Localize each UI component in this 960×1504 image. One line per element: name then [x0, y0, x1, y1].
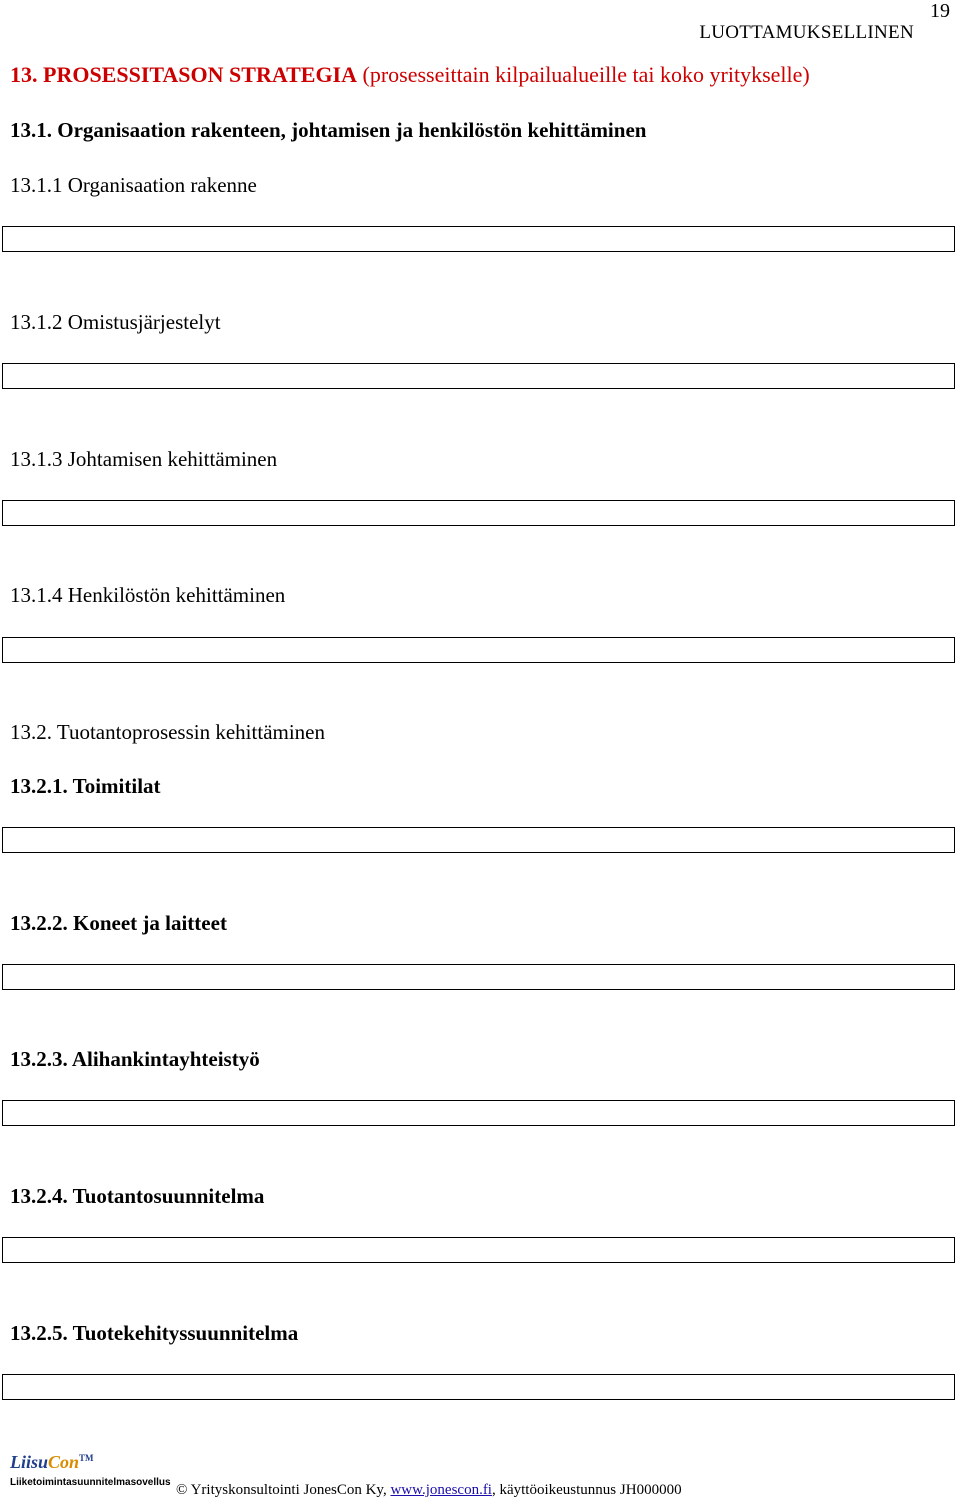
website-link[interactable]: www.jonescon.fi: [390, 1482, 492, 1498]
heading-13-2-5: 13.2.5. Tuotekehityssuunnitelma: [10, 1321, 299, 1345]
logo-part-a: Liisu: [10, 1452, 49, 1472]
field-henkiloston-kehittaminen[interactable]: [2, 637, 955, 663]
liisucon-logo: [10, 1452, 94, 1473]
field-tuotekehityssuunnitelma[interactable]: [2, 1374, 955, 1400]
field-koneet-ja-laitteet[interactable]: [2, 964, 955, 990]
heading-13-2-4: 13.2.4. Tuotantosuunnitelma: [10, 1184, 265, 1208]
license-text: , käyttöoikeustunnus JH000000: [491, 1482, 682, 1498]
footer-copyright: [176, 1482, 682, 1499]
heading-13-2: 13.2. Tuotantoprosessin kehittäminen: [10, 720, 325, 744]
field-tuotantosuunnitelma[interactable]: [2, 1237, 955, 1263]
field-alihankintayhteistyo[interactable]: [2, 1100, 955, 1126]
copyright-text: © Yrityskonsultointi JonesCon Ky,: [176, 1482, 391, 1498]
logo-tm: TM: [79, 1453, 94, 1463]
heading-13-1: 13.1. Organisaation rakenteen, johtamisen ja henkilöstön kehittäminen: [10, 118, 647, 142]
field-omistusjarjestelyt[interactable]: [2, 363, 955, 389]
field-toimitilat[interactable]: [2, 827, 955, 853]
heading-13-2-2: 13.2.2. Koneet ja laitteet: [10, 911, 227, 935]
logo-subtitle: Liiketoimintasuunnitelmasovellus: [10, 1477, 171, 1488]
title-lead: 13. PROSESSITASON STRATEGIA: [10, 62, 358, 87]
heading-13-1-3: 13.1.3 Johtamisen kehittäminen: [10, 447, 278, 471]
logo-part-b: Con: [48, 1452, 80, 1472]
confidential-label: LUOTTAMUKSELLINEN: [699, 22, 914, 43]
field-organisaation-rakenne[interactable]: [2, 226, 955, 252]
page-number: 19: [930, 0, 950, 22]
heading-13-1-1: 13.1.1 Organisaation rakenne: [10, 173, 257, 197]
title-paren: (prosesseittain kilpailualueille tai koko yritykselle): [362, 62, 810, 87]
heading-13-1-4: 13.1.4 Henkilöstön kehittäminen: [10, 583, 286, 607]
field-johtamisen-kehittaminen[interactable]: [2, 500, 955, 526]
heading-13-1-2: 13.1.2 Omistusjärjestelyt: [10, 310, 221, 334]
heading-13-2-1: 13.2.1. Toimitilat: [10, 774, 161, 798]
page-title: [10, 62, 810, 88]
heading-13-2-3: 13.2.3. Alihankintayhteistyö: [10, 1047, 260, 1071]
